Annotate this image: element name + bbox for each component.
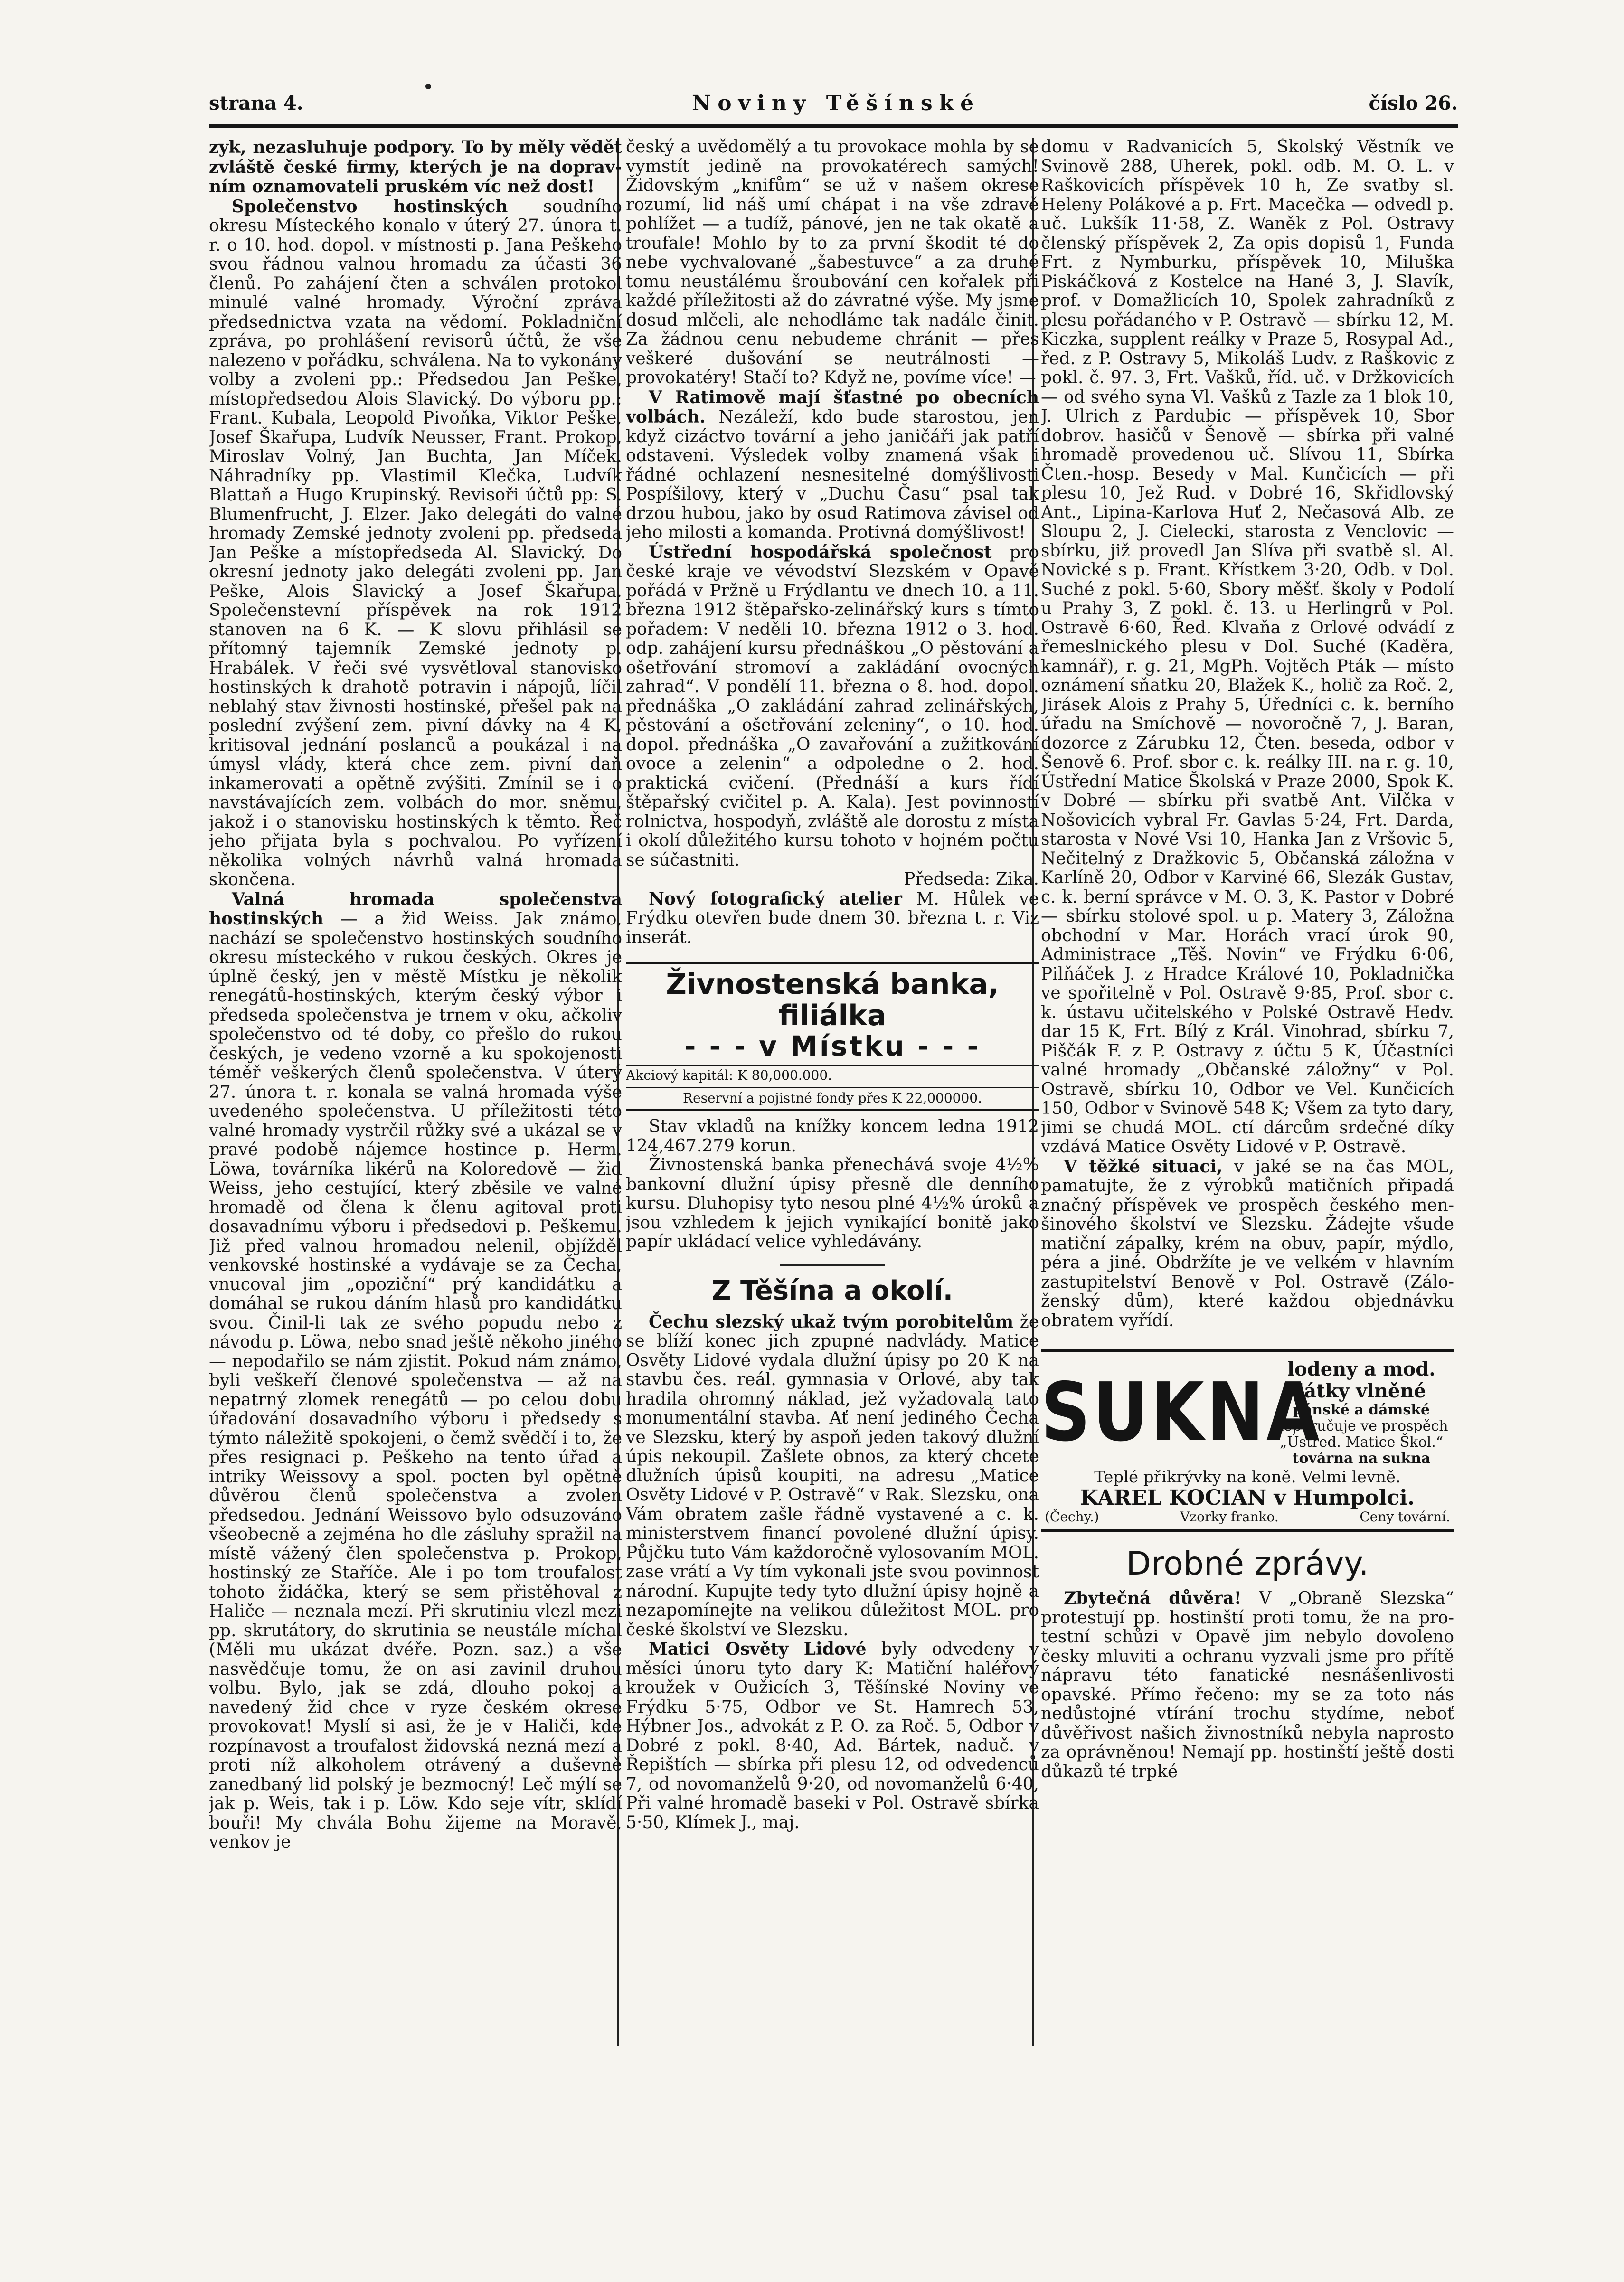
column-1 <box>209 138 622 2046</box>
bank-title: Živnostenská banka, filiálka <box>666 968 999 1032</box>
article-title: Nový fotografický atelier <box>649 888 902 909</box>
page-number: strana 4. <box>209 92 303 114</box>
article-title: Čechu slezský ukaž tvým porobitelům <box>649 1311 1014 1332</box>
bank-bonds: Živnostenská banka přenechává svoje 4½% bankovní dlužní úpisy přesně dle denního kursu. Dluhopisy tyto nesou plné 4½% úroků a jsou vzhledem k jejich vynikající bonitě jako papír ukládací velice vyhledávány. <box>626 1155 1039 1252</box>
article-text: V „Obraně Slezska“ protestují pp. hostinští proti tomu, že na protestní schůzi v Opavě jim nebylo dovoleno česky mluviti a ochranu vyzvali jsme pro přítě nápravu této fanatické nesnášenlivosti opavské. Přímo řečeno: my se za toto nás nedůstojné vtírání trochu stydíme, neboť důvěřivost našich živnostníků nebyla naprosto za oprávněnou! Nemají pp. hostinští ještě dosti důkazů té trpké <box>1041 1589 1454 1782</box>
ad-headline: SUKNA <box>1041 1365 1322 1460</box>
article-title: Valná hromada společenstva hostinských <box>209 889 622 929</box>
article-text: pro české kraje ve vévodství Slezském v Opavě pořádá v Pržně u Frýdlantu ve dnech 10. a 11. března 1912 štěpařsko-zelinářský kurs s tímto pořadem: V neděli 10. března 1912 o 3. hod. odp. zahájení kursu přednáškou „O pěstování a ošetřování stromoví a zakládání ovocných zahrad“. V pondělí 11. března o 8. hod. dopol. přednáška „O zakládání zahrad zelinářských, pěstování a ošetřování zeleniny“, o 10. hod. dopol. přednáška „O zavařování a zužitkování ovoce a zelenin“ a odpoledne o 2. hod. praktická cvičení. (Přednáší a kurs řídí štěpařský cvičitel p. A. Kala). Jest povinností rolnictva, hospodyň, zvláště ale dorostu z místa i okolí důležitého kursu tohoto v hojném počtu se súčastniti. <box>626 542 1039 870</box>
article-fotograficky-atelier <box>626 889 1039 948</box>
article-text: soudního okresu Místeckého konalo v úterý 27. února t. r. o 10. hod. dopol. v místnosti p. Jana Peškeho svou řádnou valnou hromadu za účasti 36 členů. Po zahájení čten a schválen protokol minulé valné hromady. Výroční zpráva předsednictva vzata na vědomí. Pokladniční zpráva, po prohlášení revisorů účtů, že vše nalezeno v pořádku, schválena. Na to vykonány volby a zvoleni pp.: Předsedou Jan Peške, místopředsedou Alois Slavický. Do výboru pp.: Frant. Kubala, Leopold Pivoňka, Viktor Peške, Josef Škařupa, Ludvík Neusser, Frant. Prokop, Miroslav Volný, Jan Buchta, Jan Míček. Náhradníky pp. Vlastimil Klečka, Ludvík Blattaň a Hugo Krupinský. Revisoři účtů pp: S. Blumenfrucht, J. Elzer. Jako delegáti do valné hromady Zemské jednoty zvoleni pp. předseda Jan Peške a místopředseda Al. Slavický. Do okresní jednoty jako delegáti zvoleni pp. Jan Peške, Alois Slavický a Josef Škařupa. Společenstevní příspěvek na rok 1912 stanoven na 6 K. — K slovu přihlásil se přítomný tajemník Zemské jednoty p. Hrabálek. V řeči své vysvětloval stanovisko hostinských k drahotě potravin i nápojů, líčil neblahý stav živnosti hostinské, přešel pak na poslední zvýšení zem. pivní dávky na 4 K, kritisoval jednání poslanců a poukázal i na úmysl vlády, která chce zem. pivní daň inkamerovati a opětně zvýšiti. Zmínil se i o navstávajících zem. volbách do mor. sněmu, jakož i o stanovisku hostinských k těmto. Řeč jeho přijata byla s pochvalou. Po vyřízení několika volných návrhů valná hromada skončena. <box>209 197 622 889</box>
bank-capital: Akciový kapitál: K 80,000.000. <box>626 1065 1039 1084</box>
article-hostinsti-spolecenstvo <box>209 197 622 890</box>
article-text: byly odvedeny v měsíci únoru tyto dary K: Matiční haléřový kroužek v Oužicích 3, Těšínské Noviny ve Frýdku 5·75, Odbor ve St. Hamrech 53, Hýbner Jos., advokát z P. O. za Roč. 5, Odbor v Dobré z pokl. 8·40, Ad. Bártek, naduč. v Řepištích — sbírka při plesu 12, od odvedenců 7, od novomanželů 9·20, od novomanželů 6·40, Při valné hromadě baseki v Pol. Ostravě sbírka 5·50, Klímek J., maj. <box>626 1640 1039 1832</box>
bank-reserve: Reservní a pojistné fondy přes K 22,000000. <box>626 1087 1039 1106</box>
article-continuation: domu v Radvanicích 5, Školský Věstník ve Svinově 288, Uherek, pokl. odb. M. O. L. v Raškovicích příspěvek 10 h, Ze svatby sl. Heleny Polákové a p. Frt. Macečka — odvedl p. uč. Lukšík 11·58, Z. Waněk z Pol. Ostravy členský příspěvek 2, Za opis dopisů 1, Funda Frt. z Nymburku, příspěvek 10, Miluška Piskáčková z Kostelce na Hané 3, J. Slavík, prof. v Domažlicích 10, Spolek zahradníků z plesu pořádaného v P. Ostravě — sbírku 12, M. Kiczka, supplent reálky v Praze 5, Rosypal Ad., řed. z P. Ostravy 5, Mikoláš Ludv. z Raškovic z pokl. č. 97. 3, Frt. Vašků, říd. uč. v Držkovicích — od svého syna Vl. Vašků z Tazle za 1 blok 10, J. Ulrich z Pardubic — příspěvek 10, Sbor dobrov. hasičů v Šenově — sbírka při valné hromadě provedenou uč. Slívou 11, Sbírka Čten.-hosp. Besedy v Mal. Kunčicích — při plesu 10, Jež Rud. v Dobré 16, Skřidlovský Ant., Lipina-Karlova Huť 2, Nečasová Alb. ze Sloupu 2, J. Cielecki, starosta z Venclovic — sbírku, již provedl Jan Slíva při svatbě sl. Al. Novické s p. Frant. Křístkem 3·20, Odb. v Dol. Suché z pokl. 5·60, Sbory měšť. školy v Podolí u Prahy 3, Z pokl. č. 13. u Herlingrů v Pol. Ostravě 6·60, Řed. Klvaňa z Orlové odvádí z řemeslnického plesu v Dol. Suché (Kaděra, kamnář), r. g. 21, MgPh. Vojtěch Pták — místo oznámení sňatku 20, Blažek K., holič za Roč. 2, Jirásek Alois z Prahy 5, Úředníci c. k. berního úřadu na Smíchově — novoročně 7, J. Baran, dozorce z Zárubku 12, Čten. beseda, odbor v Šenově 6. Prof. sbor c. k. reálky III. na r. g. 10, Ústřední Matice Školská v Praze 2000, Spok K. v Dobré — sbírku při svatbě Ant. Vilčka v Nošovicích vybral Fr. Gavlas 5·24, Frt. Darda, starosta v Nové Vsi 10, Hanka Jan z Vršovic 5, Nečitelný z Dražkovic 5, Občanská záložna v Karlíně 20, Odbor v Karviné 66, Slezák Gustav, c. k. berní správce v M. O. 3, K. Pastor v Dobré — sbírku stolové spol. u p. Matery 3, Záložna obchodní v Mar. Horách vrací úrok 90, Administrace „Těš. Novin“ ve Frýdku 6·06, Pilňáček J. z Hradce Králové 10, Pokladnička ve spořitelně v Pol. Ostravě 9·85, Prof. sbor c. k. ústavu učitelského v Polské Ostravě Hedv. dar 15 K, Frt. Bílý z Král. Vinohrad, sbírku 7, Piščák F. z P. Ostravy z účtu 5 K, Účastníci valné hromady „Občanské záložny“ v Pol. Ostravě, sbírku 10, Odbor ve Vel. Kunčicích 150, Odbor v Svinově 548 K; Všem za tyto dary, jimi se chudá MOL. ctí dárcům srdečné díky vzdává Matice Osvěty Lidové v P. Ostravě. <box>1041 138 1454 1157</box>
column-3 <box>1041 138 1454 2046</box>
section-heading-drobne: Drobné zprávy. <box>1126 1545 1369 1583</box>
issue-number: číslo 26. <box>1369 92 1458 114</box>
article-hospodarska-spolecnost <box>626 543 1039 870</box>
article-title: V Ratimově mají šťastné po obecních volbách. <box>626 387 1039 427</box>
bank-deposits: Stav vkladů na knížky koncem ledna 1912 124,467.279 korun. <box>626 1117 1039 1156</box>
column-2 <box>626 138 1039 2046</box>
ad-company: KAREL KOCIAN v Humpolci. <box>1080 1486 1415 1510</box>
article-signature: Předseda: Zika. <box>904 869 1039 889</box>
section-heading-tesin: Z Těšína a okolí. <box>711 1275 954 1306</box>
article-valna-hromada <box>209 890 622 1852</box>
running-head <box>209 86 1458 120</box>
article-continuation: český a uvědomělý a tu provokace mohla by se vymstít jedině na provokatérech samých! Židovským „knifům“ se už v našem okrese rozumí, lid náš umí chápat i na vše zdravě pohlížet — a tudíž, pánové, jen ne tak okatě a troufale! Mohlo by to za první škodit té do nebe vychvalované „šabestuvce“ a za druhé tomu neustálému šroubování cen kořalek při každé příležitosti až do závratné výše. My jsme dosud mlčeli, ale nehodláme tak nadále činit. Za žádnou cenu nebudeme chránit — přes veškeré dušování se neutrálnosti — provokatéry! Stačí to? Když ne, povíme více! — <box>626 138 1039 387</box>
article-title: Společenstvo hostinských <box>232 196 508 217</box>
article-title: Matici Osvěty Lidové <box>649 1639 867 1659</box>
ad-footer: (Čechy.) Vzorky franko. Ceny tovární. <box>1045 1509 1450 1525</box>
article-title: V těžké situaci, <box>1064 1156 1223 1177</box>
article-text: Nezáleží, kdo bude starostou, jen když cizáctvo tovární a jeho janičáři jak patří odstaveni. Výsledek volby znamená však i řádné ochlazení nesnesitelné domýšlivosti Pospíšilovy, který v „Duchu Času“ psal tak drzou hubou, jako by osud Ratimova závisel od jeho milosti a komanda. Protivná domýšlivost! <box>626 407 1039 542</box>
article-title: Zbytečná důvěra! <box>1064 1588 1242 1608</box>
bank-location: - - - v Místku - - - <box>684 1030 981 1062</box>
article-cechu-slezsky <box>626 1312 1039 1640</box>
sukna-advertisement <box>1041 1349 1454 1532</box>
article-tezka-situace <box>1041 1157 1454 1331</box>
article-matice-dary <box>626 1640 1039 1832</box>
article-zbytecna-duvera <box>1041 1589 1454 1782</box>
article-text: M. Hůlek ve Frýdku otevřen bude dnem 30. března t. r. Viz inserát. <box>626 889 1039 947</box>
bank-advertisement <box>626 962 1039 1111</box>
article-text: — a žid Weiss. Jak známo, nachází se společenstvo hostinských soudního okresu místeckého v rukou českých. Okres je úplně český, jen v městě Místku je několik renegátů-hostinských, kterým český výbor i předseda společenstva je trnem v oku, ačkoliv společenstvo od té doby, co přešlo do rukou českých, je vedeno vzorně a ku spokojenosti téměř veškerých členů společenstva. V úterý 27. února t. r. konala se valná hromada výše uvedeného společenstva. U příležitosti této valné hromady vystrčil růžky své a ukázal se v pravé podobě nájemce hostince p. Herm. Löwa, továrníka likérů na Koloredově — žid Weiss, jeho cestující, který zběsile ve valné hromadě od člena k členu agitoval proti dosavadnímu výboru i předsedovi p. Peškemu. Již před valnou hromadou nelenil, objížděl venkovské hostinské a vydávaje se za Čecha, vnucoval jim „opoziční“ prý kandidátku a domáhal se rukou dáním hlasů pro kandidátku svou. Činil-li tak ze svého popudu nebo z návodu p. Löwa, nebo snad ještě někoho jiného — nepodařilo se nám zjistit. Pokud nám známo, byli veškeří členové společenstva — až na nepatrný zlomek renegátů — po celou dobu úřadování dosavadního výboru i předsedy s týmto náležitě spokojeni, o čemž svědčí i to, že přes resignaci p. Peškeho na tento úřad a intriky Weissovy a spol. pocten byl opětně důvěrou členů společenstva a zvolen předsedou. Jednání Weissovo bylo odsuzováno všeobecně a zejména ho dle zásluhy spražil na místě vážený člen společenstva p. Prokop, hostinský ze Staříče. Ale i po tom troufalost tohoto židáčka, který se sem přistěhoval z Haliče — neznala mezí. Při skrutiniu vlezl mezi pp. skrutátory, do skrutinia se neustále míchal (Měli mu ukázat dvéře. Pozn. saz.) a vše nasvědčuje tomu, že on asi zavinil druhou volbu. Bylo, jak se zdá, dlouho pokoj a navedený žid chce v ryze českém okrese provokovat! Myslí si asi, že je v Haliči, kde rozpínavost a troufalost židovská nezná mezí a proti níž alkoholem otrávený a duševně zanedbaný lid polský je bezmocný! Leč mýlí se jak p. Weis, tak i p. Löw. Kdo seje vítr, sklídí bouři! My chvála Bohu žijeme na Moravě, venkov je <box>209 909 622 1852</box>
article-text: že se blíží konec jich zpupné nadvlády. Matice Osvěty Lidové vydala dlužní úpisy po 20 K na stavbu čes. reál. gymnasia v Orlové, aby tak hradila ohromný náklad, jež vyžadovala tato monumentální stavba. Ať není jediného Čecha ve Slezsku, který by aspoň jeden takový dlužní úpis nekoupil. Zašlete obnos, za který chcete dlužních úpisů koupiti, na adresu „Matice Osvěty Lidové v P. Ostravě“ v Rak. Slezsku, ona Vám obratem zašle řádně vystavené a c. k. ministerstvem financí povolené dlužní úpisy. Půjčku tuto Vám každoročně vylosovaním MOL. zase vrátí a Vy tím vykonali jste svou povinnost národní. Kupujte tedy tyto dlužní úpisy hojně a nezapomínejte na velikou důležitost MOL. pro české školství ve Slezsku. <box>626 1312 1039 1640</box>
article-title: Ústřední hospodářská společnost <box>649 542 992 562</box>
section-rule <box>780 1264 885 1266</box>
header-rule <box>209 124 1458 128</box>
article-ratimov <box>626 388 1039 543</box>
article-text: v jaké se na čas MOL, pamatujte, že z výrobků matičních připadá značný příspěvek ve prospěch českého menšinového školství ve Slezsku. Žádejte všude matiční zápalky, krém na obuv, papír, mýdlo, péra a jiné. Obdržíte je ve velkém v hlavním zastupitelství Benově v Pol. Ostravě (Záloženský dům), které každou objednávku obratem vyřídí. <box>1041 1157 1454 1330</box>
ad-line: Teplé přikrývky na koně. Velmi levně. <box>1094 1468 1401 1487</box>
paper-name: Noviny Těšínské <box>692 91 981 115</box>
ad-side-text: lodeny a mod. látky vlněné pánské a dámské doporučuje ve prospěch „Ústřed. Matice Škol.“ továrna na sukna <box>1275 1358 1448 1467</box>
article-continuation: zyk, nezasluhuje podpory. To by měly vědět zvláště české firmy, kterých je na dopravním oznamovateli pruském víc než dost! <box>209 138 622 197</box>
